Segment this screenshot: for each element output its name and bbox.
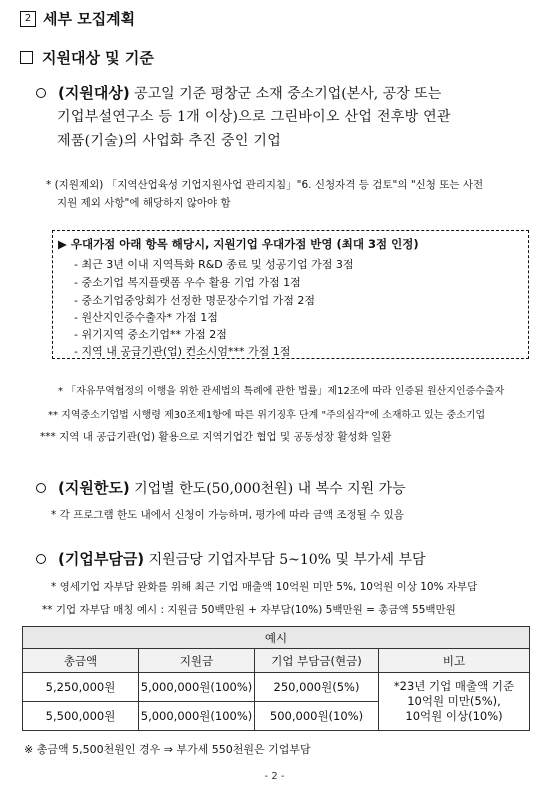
example-table	[22, 626, 530, 731]
bottom-note: ※ 총금액 5,500천원인 경우 ⇒ 부가세 550천원은 기업부담	[24, 743, 311, 756]
limit-keyword: (지원한도)	[58, 479, 130, 497]
exclusion-note-line-1: * (지원제외) 「지역산업육성 기업지원사업 관리지침」"6. 신청자격 등 검토"의 "신청 또는 사전	[46, 179, 484, 191]
column-header: 지원금	[139, 649, 255, 673]
table-cell: 5,250,000원	[23, 673, 139, 702]
section-title-text: 세부 모집계획	[43, 10, 136, 28]
preference-item: - 지역 내 공급기관(업) 컨소시엄*** 가점 1점	[74, 345, 291, 358]
preference-item: - 최근 3년 이내 지역특화 R&D 종료 및 성공기업 가점 3점	[74, 258, 354, 271]
remark-line: *23년 기업 매출액 기준	[393, 679, 515, 693]
circle-bullet-icon	[36, 554, 46, 564]
remark-line: 10억원 이상(10%)	[405, 709, 503, 723]
limit-text: 기업별 한도(50,000천원) 내 복수 지원 가능	[129, 481, 406, 497]
preference-title: ▶ 우대가점 아래 항목 해당시, 지원기업 우대가점 반영 (최대 3점 인정)	[58, 237, 419, 251]
remark-cell	[379, 673, 530, 731]
page-number: - 2 -	[264, 771, 285, 782]
circle-bullet-icon	[36, 483, 46, 493]
burden-note-1: * 영세기업 자부담 완화를 위해 최근 기업 매출액 10억원 미만 5%, 10억원 이상 10% 자부담	[51, 581, 478, 593]
circle-bullet-icon	[36, 88, 46, 98]
subsection-title-text: 지원대상 및 기준	[42, 49, 154, 67]
burden-note-2: ** 기업 자부담 매칭 예시 : 지원금 50백만원 + 자부담(10%) 5백만원 = 총금액 55백만원	[42, 604, 456, 616]
limit-bullet	[36, 477, 406, 498]
preference-item: - 위기지역 중소기업** 가점 2점	[74, 328, 227, 341]
target-keyword: (지원대상)	[58, 84, 130, 102]
preference-item: - 중소기업 복지플랫폼 우수 활용 기업 가점 1점	[74, 276, 301, 289]
target-line-2: 기업부설연구소 등 1개 이상)으로 그린바이오 산업 전후방 연관	[57, 109, 451, 125]
preference-footnote-3: *** 지역 내 공급기관(업) 활용으로 지역기업간 협업 및 공동성장 활성화 일환	[40, 431, 392, 443]
target-line-1: 공고일 기준 평창군 소재 중소기업(본사, 공장 또는	[129, 86, 442, 102]
table-cell: 5,000,000원(100%)	[139, 673, 255, 702]
burden-bullet	[36, 548, 426, 569]
preference-footnote-1: * 「자유무역협정의 이행을 위한 관세법의 특례에 관한 법률」제12조에 따라 인증된 원산지인증수출자	[58, 386, 505, 397]
square-bullet-icon	[20, 51, 33, 64]
burden-keyword: (기업부담금)	[58, 550, 145, 568]
section-number-box: 2	[20, 11, 36, 27]
exclusion-note-line-2: 지원 제외 사항"에 해당하지 않아야 함	[57, 197, 231, 209]
table-cell: 5,500,000원	[23, 702, 139, 731]
table-cell: 250,000원(5%)	[255, 673, 379, 702]
subsection-title	[20, 47, 154, 68]
table-caption: 예시	[23, 627, 530, 649]
target-line-3: 제품(기술)의 사업화 추진 중인 기업	[57, 133, 282, 149]
section-title	[20, 8, 135, 29]
burden-text: 지원금당 기업자부담 5~10% 및 부가세 부담	[144, 552, 426, 568]
preference-footnote-2: ** 지역중소기업법 시행령 제30조제1항에 따른 위기징후 단계 "주의심각"에 소재하고 있는 중소기업	[48, 410, 486, 421]
target-bullet	[36, 82, 441, 103]
table-cell: 500,000원(10%)	[255, 702, 379, 731]
column-header: 기업 부담금(현금)	[255, 649, 379, 673]
remark-line: 10억원 미만(5%),	[407, 694, 501, 708]
table-row	[23, 673, 530, 702]
limit-note: * 각 프로그램 한도 내에서 신청이 가능하며, 평가에 따라 금액 조정될 수 있음	[51, 509, 404, 521]
table-cell: 5,000,000원(100%)	[139, 702, 255, 731]
preference-item: - 중소기업중앙회가 선정한 명문장수기업 가점 2점	[74, 294, 315, 307]
column-header: 비고	[379, 649, 530, 673]
preference-item: - 원산지인증수출자* 가점 1점	[74, 311, 218, 324]
column-header: 총금액	[23, 649, 139, 673]
